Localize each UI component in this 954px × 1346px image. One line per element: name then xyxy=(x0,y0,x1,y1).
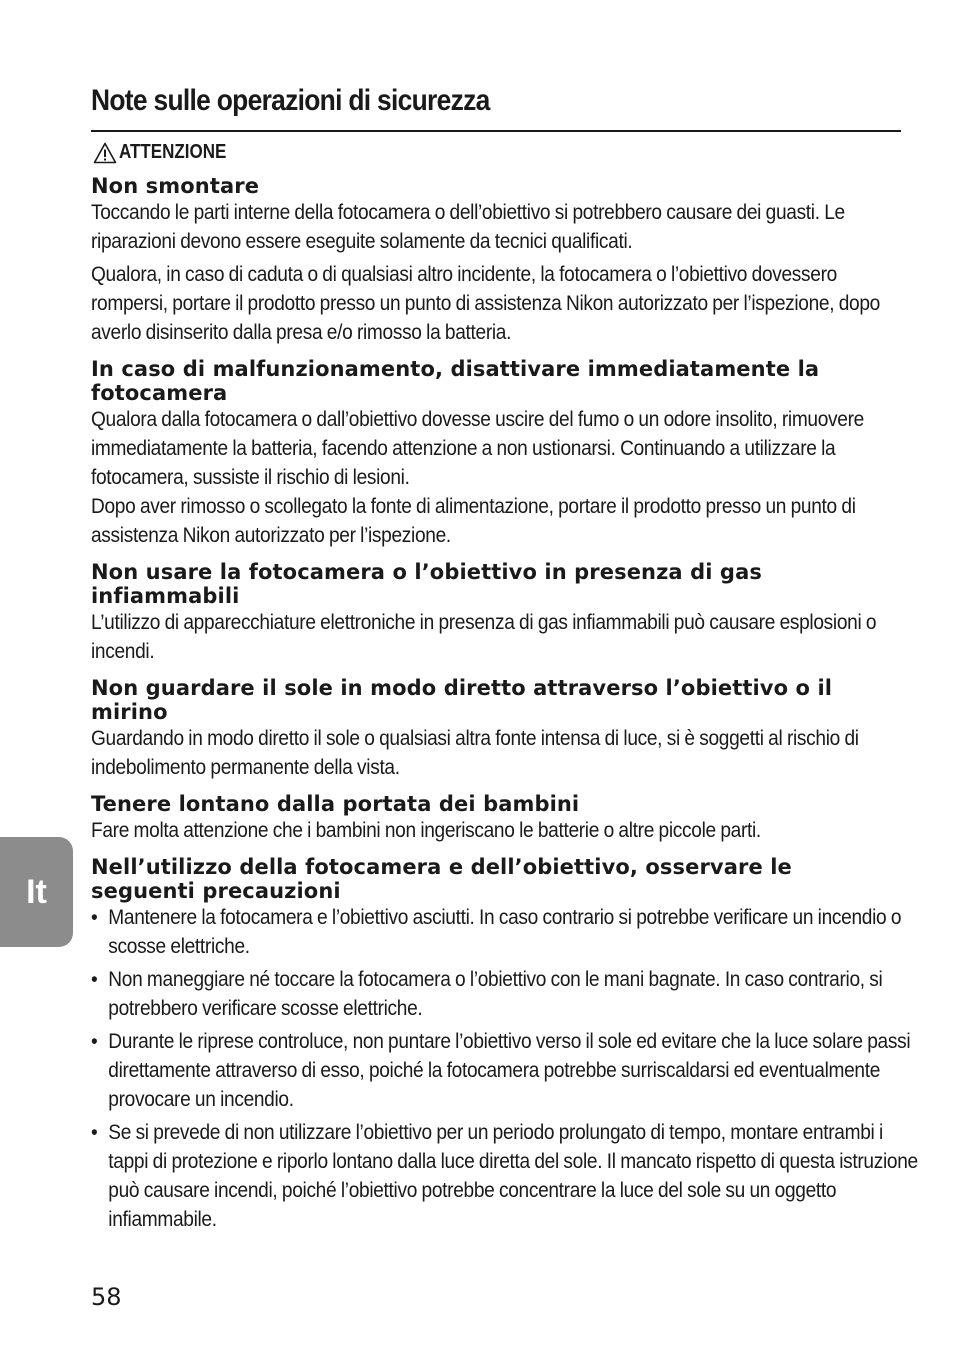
page-title: Note sulle operazioni di sicurezza xyxy=(91,84,490,117)
list-item-text: Durante le riprese controluce, non puntare l’obiettivo verso il sole ed evitare che la luce solare passi direttamente attraverso di esso, poiché la fotocamera potrebbe surriscaldarsi ed eventualmente provocare un incendio. xyxy=(108,1030,911,1111)
language-tab xyxy=(0,837,73,947)
list-item-text: Mantenere la fotocamera e l’obiettivo asciutti. In caso contrario si potrebbe verificare un incendio o scosse elettriche. xyxy=(108,906,902,958)
warning-header xyxy=(93,141,245,164)
list-item-text: Non maneggiare né toccare la fotocamera o l’obiettivo con le mani bagnate. In caso contrario, si potrebbero verificare scosse elettriche. xyxy=(108,968,883,1020)
warning-triangle-icon xyxy=(93,142,117,164)
page-number: 58 xyxy=(91,1283,122,1311)
section-paragraph: Dopo aver rimosso o scollegato la fonte di alimentazione, portare il prodotto presso un punto di assistenza Nikon autorizzato per l’ispezione. xyxy=(91,495,856,547)
section-heading: Non usare la fotocamera o l’obiettivo in presenza di gas infiammabili xyxy=(91,560,762,608)
title-divider xyxy=(91,130,901,132)
section-heading: Non smontare xyxy=(91,174,260,198)
section-heading: Non guardare il sole in modo diretto attraverso l’obiettivo o il mirino xyxy=(91,676,833,724)
section-bambini xyxy=(91,792,903,845)
section-paragraph: Toccando le parti interne della fotocamera o dell’obiettivo si potrebbero causare dei guasti. Le riparazioni devono essere eseguite solamente da tecnici qualificati. xyxy=(91,201,845,253)
bullet-icon: • xyxy=(91,1121,98,1144)
section-malfunzionamento xyxy=(91,357,903,550)
section-heading: In caso di malfunzionamento, disattivare immediatamente la fotocamera xyxy=(91,357,820,405)
section-gas-infiammabili xyxy=(91,560,903,666)
section-paragraph: Qualora dalla fotocamera o dall’obiettivo dovesse uscire del fumo o un odore insolito, rimuovere immediatamente la batteria, facendo attenzione a non ustionarsi. Continuando a utilizzare la fotocamera, sussiste il rischio di lesioni. xyxy=(91,408,864,489)
section-heading: Tenere lontano dalla portata dei bambini xyxy=(91,792,580,816)
list-item-text: Se si prevede di non utilizzare l’obiettivo per un periodo prolungato di tempo, montare entrambi i tappi di protezione e riporlo lontano dalla luce diretta del sole. Il mancato rispetto di questa istruzione può causare incendi, poiché l’obiettivo potrebbe concentrare la luce del sole su un oggetto infiammabile. xyxy=(108,1121,918,1231)
warning-label: ATTENZIONE xyxy=(119,141,227,163)
section-paragraph: Guardando in modo diretto il sole o qualsiasi altra fonte intensa di luce, si è soggetti al rischio di indebolimento permanente della vista. xyxy=(91,727,859,779)
bullet-icon: • xyxy=(91,1030,98,1053)
section-non-smontare xyxy=(91,174,903,347)
section-heading: Nell’utilizzo della fotocamera e dell’obiettivo, osservare le seguenti precauzioni xyxy=(91,855,792,903)
list-item xyxy=(91,1027,918,1114)
section-paragraph: L’utilizzo di apparecchiature elettroniche in presenza di gas infiammabili può causare esplosioni o incendi. xyxy=(91,611,877,663)
list-item xyxy=(91,1118,918,1234)
bullet-icon: • xyxy=(91,906,98,929)
section-paragraph: Fare molta attenzione che i bambini non ingeriscano le batterie o altre piccole parti. xyxy=(91,819,761,842)
bullet-icon: • xyxy=(91,968,98,991)
section-paragraph: Qualora, in caso di caduta o di qualsiasi altro incidente, la fotocamera o l’obiettivo dovessero rompersi, portare il prodotto presso un punto di assistenza Nikon autorizzato per l’ispezione, dopo averlo disinserito dalla presa e/o rimosso la batteria. xyxy=(91,263,880,344)
section-sole xyxy=(91,676,903,782)
precautions-list xyxy=(91,903,918,1234)
section-precauzioni xyxy=(91,855,918,1234)
list-item xyxy=(91,965,918,1023)
list-item xyxy=(91,903,918,961)
language-tab-label: It xyxy=(26,872,47,911)
content xyxy=(91,174,918,1244)
